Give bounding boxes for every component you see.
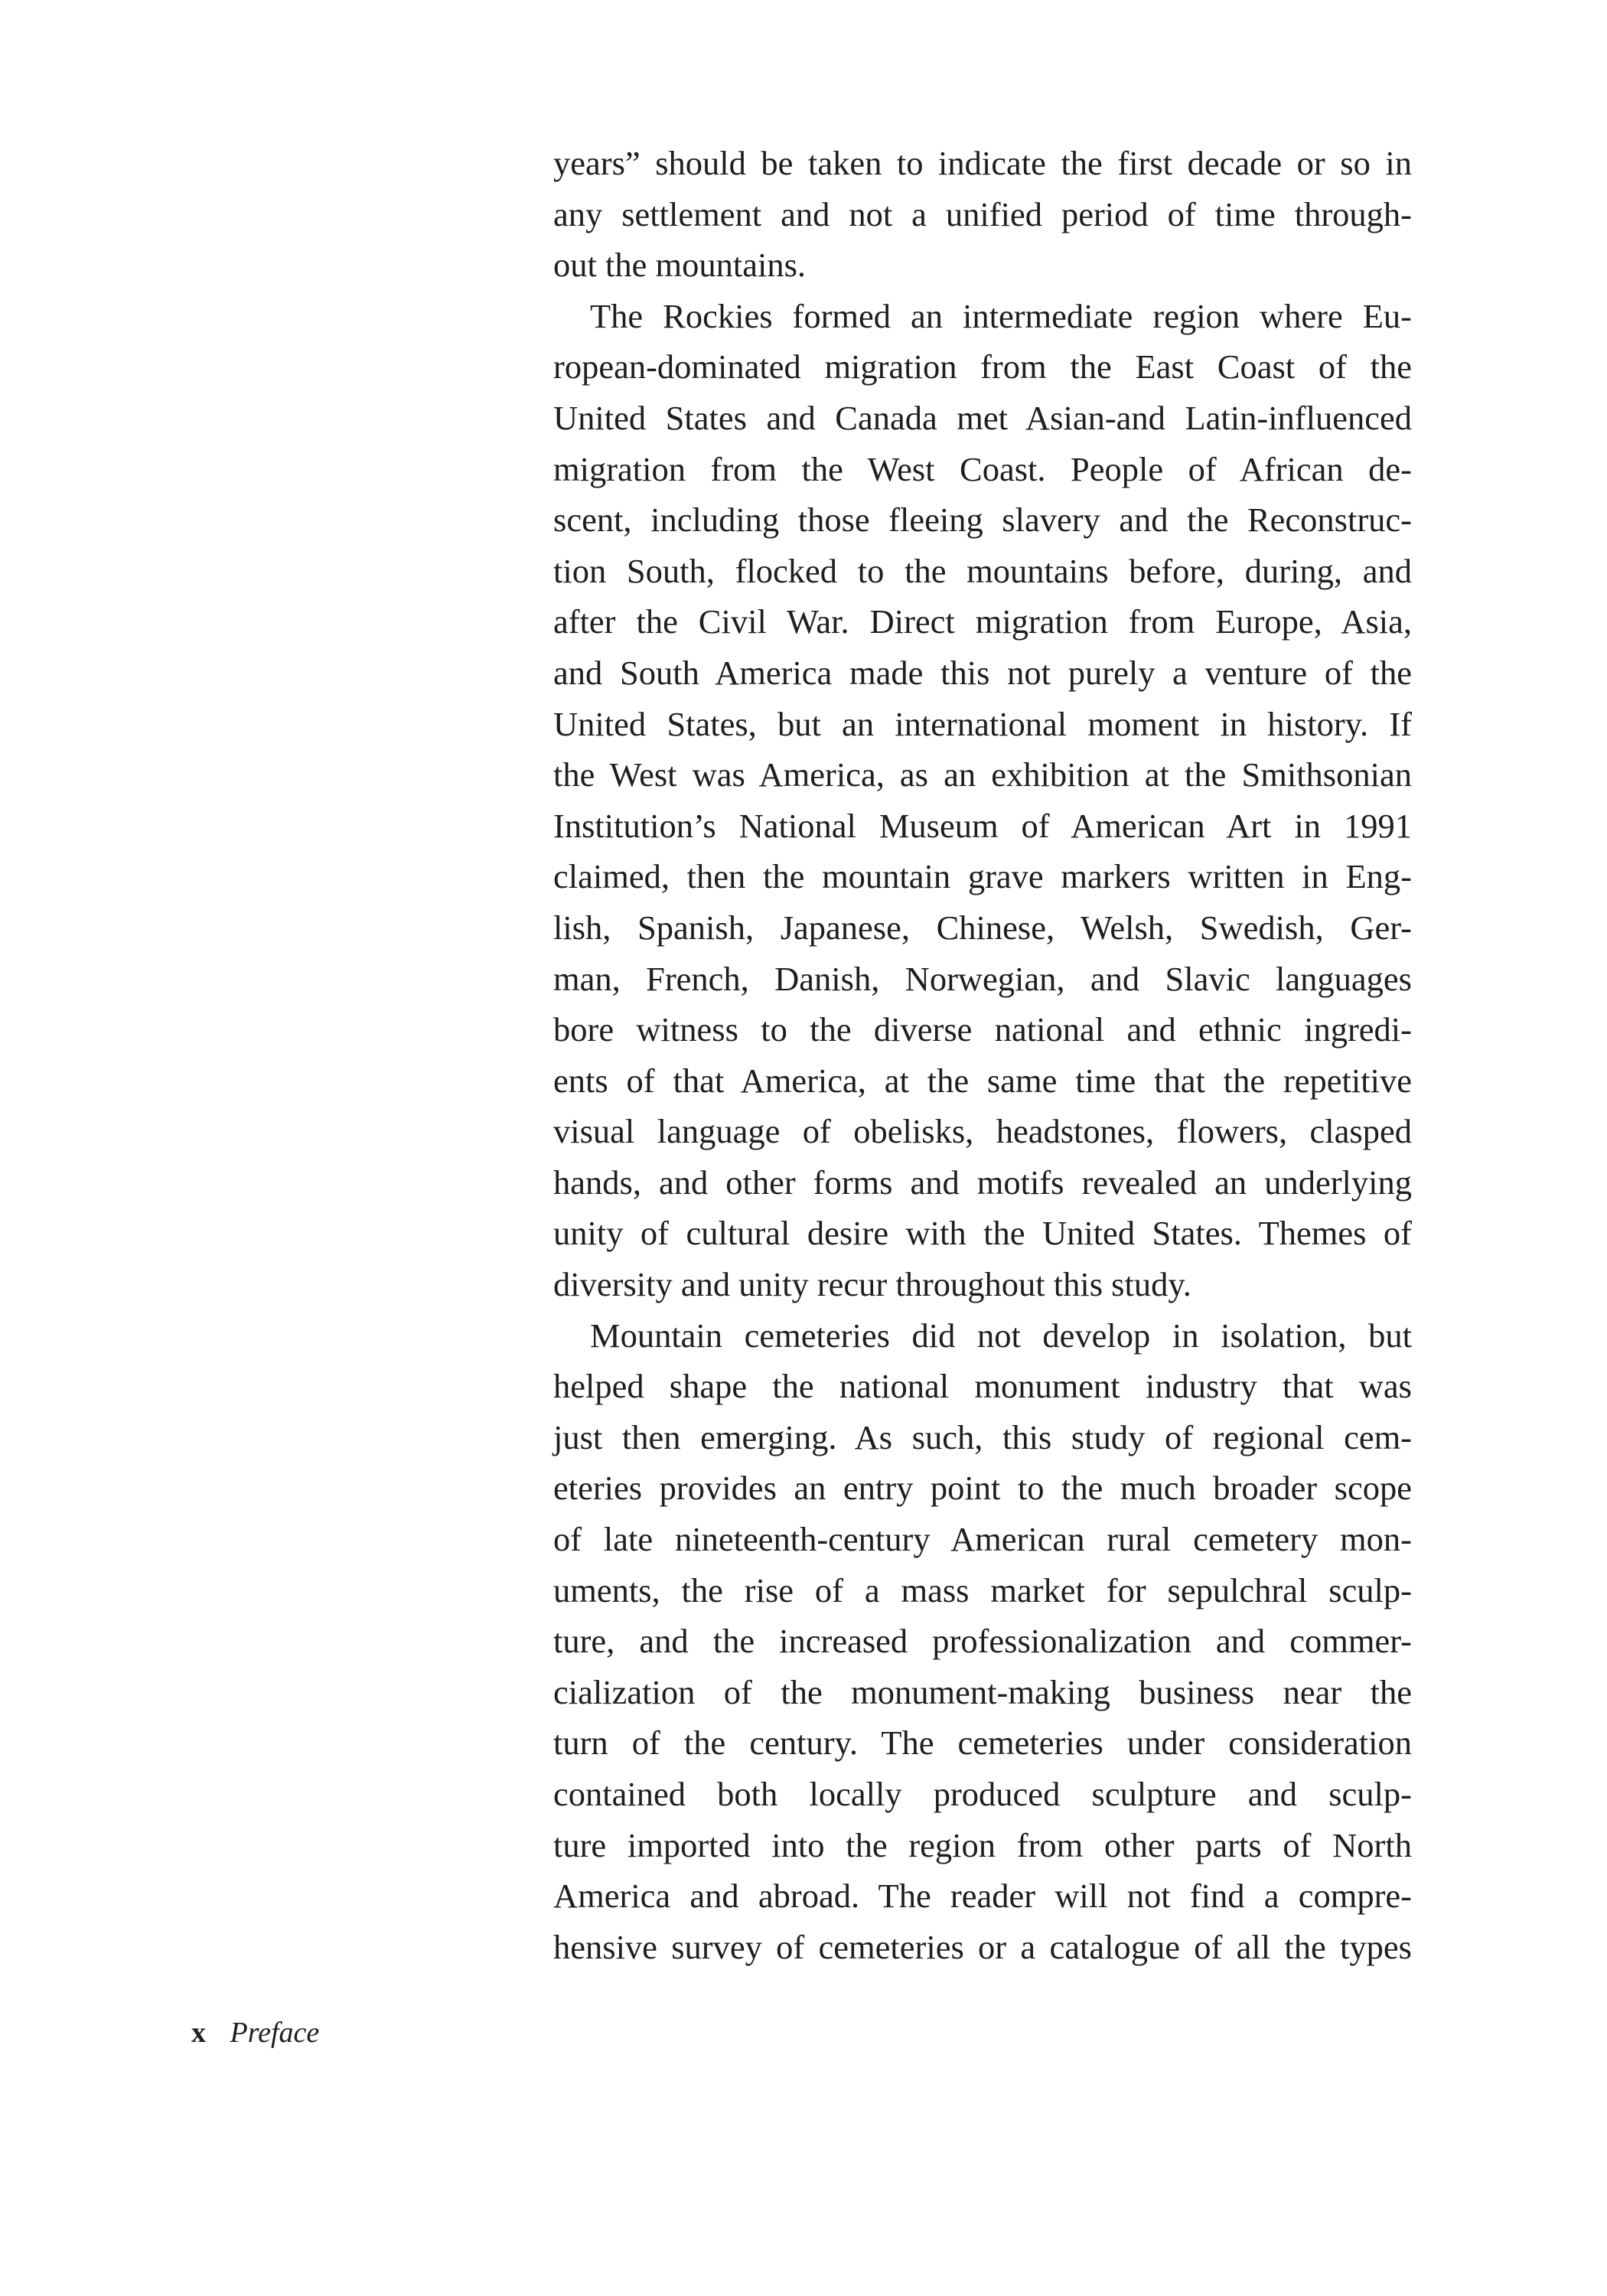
text-line: hands, and other forms and motifs revealed an underlying — [553, 1163, 1412, 1202]
paragraph — [553, 1310, 1412, 1973]
text-line: ropean-dominated migration from the East Coast of the — [553, 347, 1412, 386]
text-line: after the Civil War. Direct migration from Europe, Asia, — [553, 602, 1412, 641]
text-line: man, French, Danish, Norwegian, and Slavic languages — [553, 959, 1412, 998]
text-line: lish, Spanish, Japanese, Chinese, Welsh, Swedish, Ger- — [553, 908, 1412, 947]
text-line: diversity and unity recur throughout this study. — [553, 1265, 1191, 1304]
text-line: and South America made this not purely a venture of the — [553, 653, 1412, 692]
text-line: claimed, then the mountain grave markers written in Eng- — [553, 857, 1412, 896]
text-line: United States and Canada met Asian-and Latin-influenced — [553, 398, 1412, 437]
text-line: just then emerging. As such, this study of regional cem- — [553, 1417, 1412, 1456]
text-line: Mountain cemeteries did not develop in isolation, but — [590, 1316, 1412, 1355]
text-line: visual language of obelisks, headstones, flowers, clasped — [553, 1112, 1412, 1151]
text-line: hensive survey of cemeteries or a catalogue of all the types — [553, 1927, 1412, 1966]
text-line: any settlement and not a unified period of time through- — [553, 194, 1412, 233]
text-line: The Rockies formed an intermediate region where Eu- — [590, 296, 1412, 335]
running-head: Preface — [230, 2017, 320, 2049]
text-line: Institution’s National Museum of American Art in 1991 — [553, 806, 1412, 845]
page-footer — [191, 2014, 319, 2051]
text-line: scent, including those fleeing slavery and the Reconstruc- — [553, 501, 1412, 540]
text-line: America and abroad. The reader will not find a compre- — [553, 1877, 1412, 1916]
text-line: eteries provides an entry point to the much broader scope — [553, 1469, 1412, 1508]
text-line: tion South, flocked to the mountains before, during, and — [553, 551, 1412, 590]
text-line: uments, the rise of a mass market for sepulchral sculp- — [553, 1570, 1412, 1609]
text-line: ture imported into the region from other parts of North — [553, 1825, 1412, 1864]
body-text — [553, 138, 1412, 1972]
text-line: turn of the century. The cemeteries under consideration — [553, 1724, 1412, 1763]
text-line: cialization of the monument-making business near the — [553, 1672, 1412, 1711]
text-line: United States, but an international moment in history. If — [553, 704, 1412, 743]
text-line: out the mountains. — [553, 246, 807, 285]
text-line: helped shape the national monument industry that was — [553, 1367, 1412, 1406]
text-line: of late nineteenth-century American rural cemetery mon- — [553, 1520, 1412, 1559]
text-line: the West was America, as an exhibition at the Smithsonian — [553, 755, 1412, 794]
text-line: bore witness to the diverse national and ethnic ingredi- — [553, 1010, 1412, 1049]
text-line: ture, and the increased professionalization and commer- — [553, 1622, 1412, 1661]
text-line: migration from the West Coast. People of African de- — [553, 449, 1412, 488]
paragraph — [553, 138, 1412, 291]
paragraph — [553, 291, 1412, 1310]
text-line: ents of that America, at the same time that the repetitive — [553, 1061, 1412, 1100]
page-number: x — [191, 2017, 206, 2049]
text-line: years” should be taken to indicate the first decade or so in — [553, 144, 1412, 182]
text-line: contained both locally produced sculpture and sculp- — [553, 1775, 1412, 1813]
text-line: unity of cultural desire with the United States. Themes of — [553, 1214, 1412, 1253]
